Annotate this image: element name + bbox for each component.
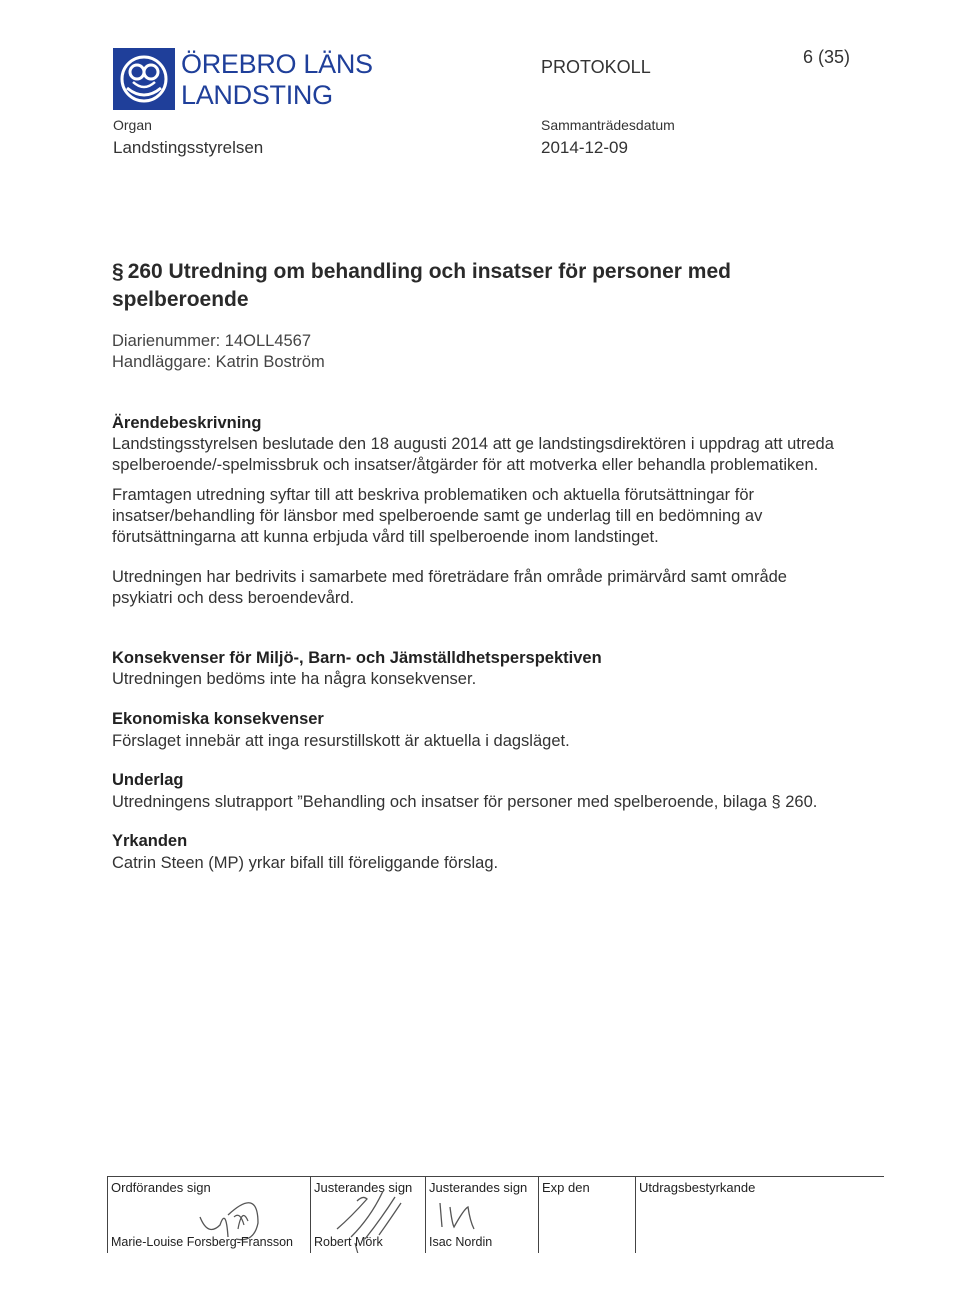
konsekvenser-heading: Konsekvenser för Miljö-, Barn- och Jämställdhetsperspektiven [112, 649, 602, 667]
yrkanden-text: Catrin Steen (MP) yrkar bifall till föreliggande förslag. [112, 854, 499, 872]
organ-value: Landstingsstyrelsen [113, 138, 264, 157]
underlag-reference: § 260. [771, 793, 818, 811]
item-title-text: 260 Utredning om behandling och insatser för personer med spelberoende [112, 260, 731, 311]
signature-cell-ordforande [108, 1177, 311, 1254]
arende-paragraph-3: Utredningen har bedrivits i samarbete med företrädare från område primärvård samt område psykiatri och dess beroendevård. [112, 568, 787, 607]
justerare-1-label: Justerandes sign [314, 1180, 413, 1195]
arende-paragraph-1: Landstingsstyrelsen beslutade den 18 augusti 2014 att ge landstingsdirektören i uppdrag att utreda spelberoende/-spelmissbruk och insatser/åtgärder för att motverka eller behandla problematiken. [112, 435, 834, 474]
org-name-line2: LANDSTING [181, 80, 333, 110]
utdragsbestyrkande-label: Utdragsbestyrkande [639, 1180, 756, 1195]
arendebeskrivning-heading: Ärendebeskrivning [112, 414, 262, 432]
item-title [112, 258, 852, 314]
meeting-date-label: Sammanträdesdatum [541, 117, 675, 133]
underlag-heading: Underlag [112, 771, 184, 789]
org-logo-text [181, 49, 373, 111]
konsekvenser-text: Utredningen bedöms inte ha några konsekvenser. [112, 670, 477, 688]
landsting-logo-icon [113, 48, 175, 110]
page-number: 6 (35) [803, 47, 851, 67]
underlag-text-main: Utredningens slutrapport ”Behandling och insatser för personer med spelberoende, bilaga [112, 793, 767, 811]
signature-cell-exp [539, 1177, 636, 1254]
justerare-1-name: Robert Mörk [314, 1235, 383, 1249]
justerare-2-name: Isac Nordin [429, 1235, 493, 1249]
handlaggare: Handläggare: Katrin Boström [112, 353, 325, 371]
ekonomiska-text: Förslaget innebär att inga resurstillskott är aktuella i dagsläget. [112, 732, 570, 750]
arende-paragraph-2: Framtagen utredning syftar till att beskriva problematiken och aktuella förutsättningar för insatser/behandling för länsbor med spelberoende samt ge underlag till en bedömning av förutsättningarna att kunna erbjuda vård till spelberoende inom landstinget. [112, 486, 763, 546]
ordforande-name: Marie-Louise Forsberg-Fransson [111, 1235, 294, 1249]
org-name-line1: ÖREBRO LÄNS [181, 49, 373, 79]
signature-cell-justerare-1 [311, 1177, 426, 1254]
justerare-2-label: Justerandes sign [429, 1180, 528, 1195]
ordforande-label: Ordförandes sign [111, 1180, 211, 1195]
exp-den-label: Exp den [542, 1180, 590, 1195]
diarienummer: Diarienummer: 14OLL4567 [112, 332, 312, 350]
yrkanden-heading: Yrkanden [112, 832, 188, 850]
signature-cell-justerare-2 [426, 1177, 539, 1254]
signature-table [107, 1176, 884, 1253]
document-type: PROTOKOLL [541, 57, 651, 77]
ekonomiska-heading: Ekonomiska konsekvenser [112, 710, 324, 728]
organ-label: Organ [113, 117, 152, 133]
underlag-text [112, 792, 902, 813]
meeting-date-value: 2014-12-09 [541, 138, 628, 157]
signature-cell-utdrag [636, 1177, 885, 1254]
section-sign: § [112, 260, 124, 283]
